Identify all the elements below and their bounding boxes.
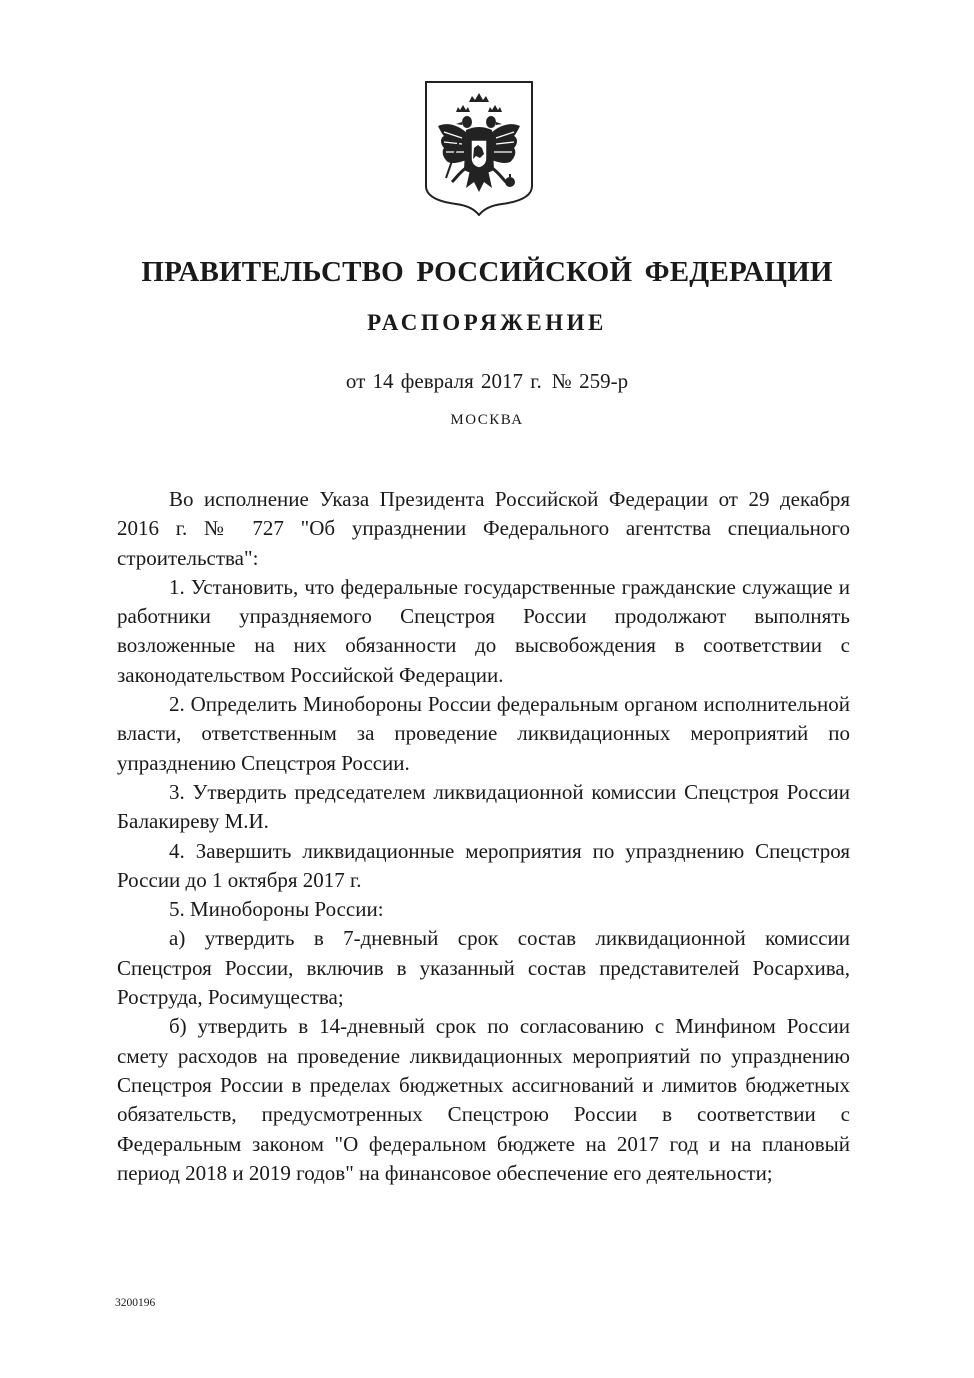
clause-3-paragraph: 3. Утвердить председателем ликвидационной комиссии Спецстроя России Балакиреву М.И. bbox=[117, 779, 850, 834]
clause-5-paragraph: 5. Минобороны России: bbox=[169, 897, 384, 922]
document-number: № 259-р bbox=[551, 369, 629, 393]
clause-5b-paragraph: б) утвердить в 14-дневный срок по согласованию с Минфином России смету расходов на проведение ликвидационных мероприятий по упразднению Спецстроя России в пределах бюджетных ассигнований и лимитов бюджетных обязательств, предусмотренных Спецстрою России в соответствии с Федеральным законом "О федеральном бюджете на 2017 год и на плановый период 2018 и 2019 годов" на финансовое обеспечение его деятельности; bbox=[117, 1014, 850, 1185]
document-date-line bbox=[0, 366, 974, 396]
document-city: МОСКВА bbox=[450, 412, 524, 428]
clause-5a-paragraph: а) утвердить в 7-дневный срок состав ликвидационной комиссии Спецстроя России, включив в указанный состав представителей Росархива, Роструда, Росимущества; bbox=[117, 926, 850, 1010]
russian-coat-of-arms-icon bbox=[422, 78, 536, 216]
preamble-paragraph: Во исполнение Указа Президента Российской Федерации от 29 декабря 2016 г. № 727 "Об упразднении Федерального агентства специального строительства": bbox=[117, 487, 850, 570]
coat-of-arms-emblem bbox=[422, 78, 536, 216]
clause-1-paragraph: 1. Установить, что федеральные государственные гражданские служащие и работники упраздняемого Спецстроя России продолжают выполнять возложенные на них обязанности до высвобождения в соответствии с законодательством Российской Федерации. bbox=[117, 574, 850, 687]
document-date: от 14 февраля 2017 г. bbox=[345, 369, 542, 393]
document-type: РАСПОРЯЖЕНИЕ bbox=[367, 310, 607, 335]
clause-2-paragraph: 2. Определить Минобороны России федеральным органом исполнительной власти, ответственным за проведение ликвидационных мероприятий по упразднению Спецстроя России. bbox=[117, 692, 850, 775]
document-footer-code: 3200196 bbox=[115, 1297, 156, 1309]
clause-4-paragraph: 4. Завершить ликвидационные мероприятия по упразднению Спецстроя России до 1 октября 2017 г. bbox=[117, 838, 850, 892]
government-title: ПРАВИТЕЛЬСТВО РОССИЙСКОЙ ФЕДЕРАЦИИ bbox=[141, 256, 833, 288]
document-body bbox=[117, 485, 850, 1188]
